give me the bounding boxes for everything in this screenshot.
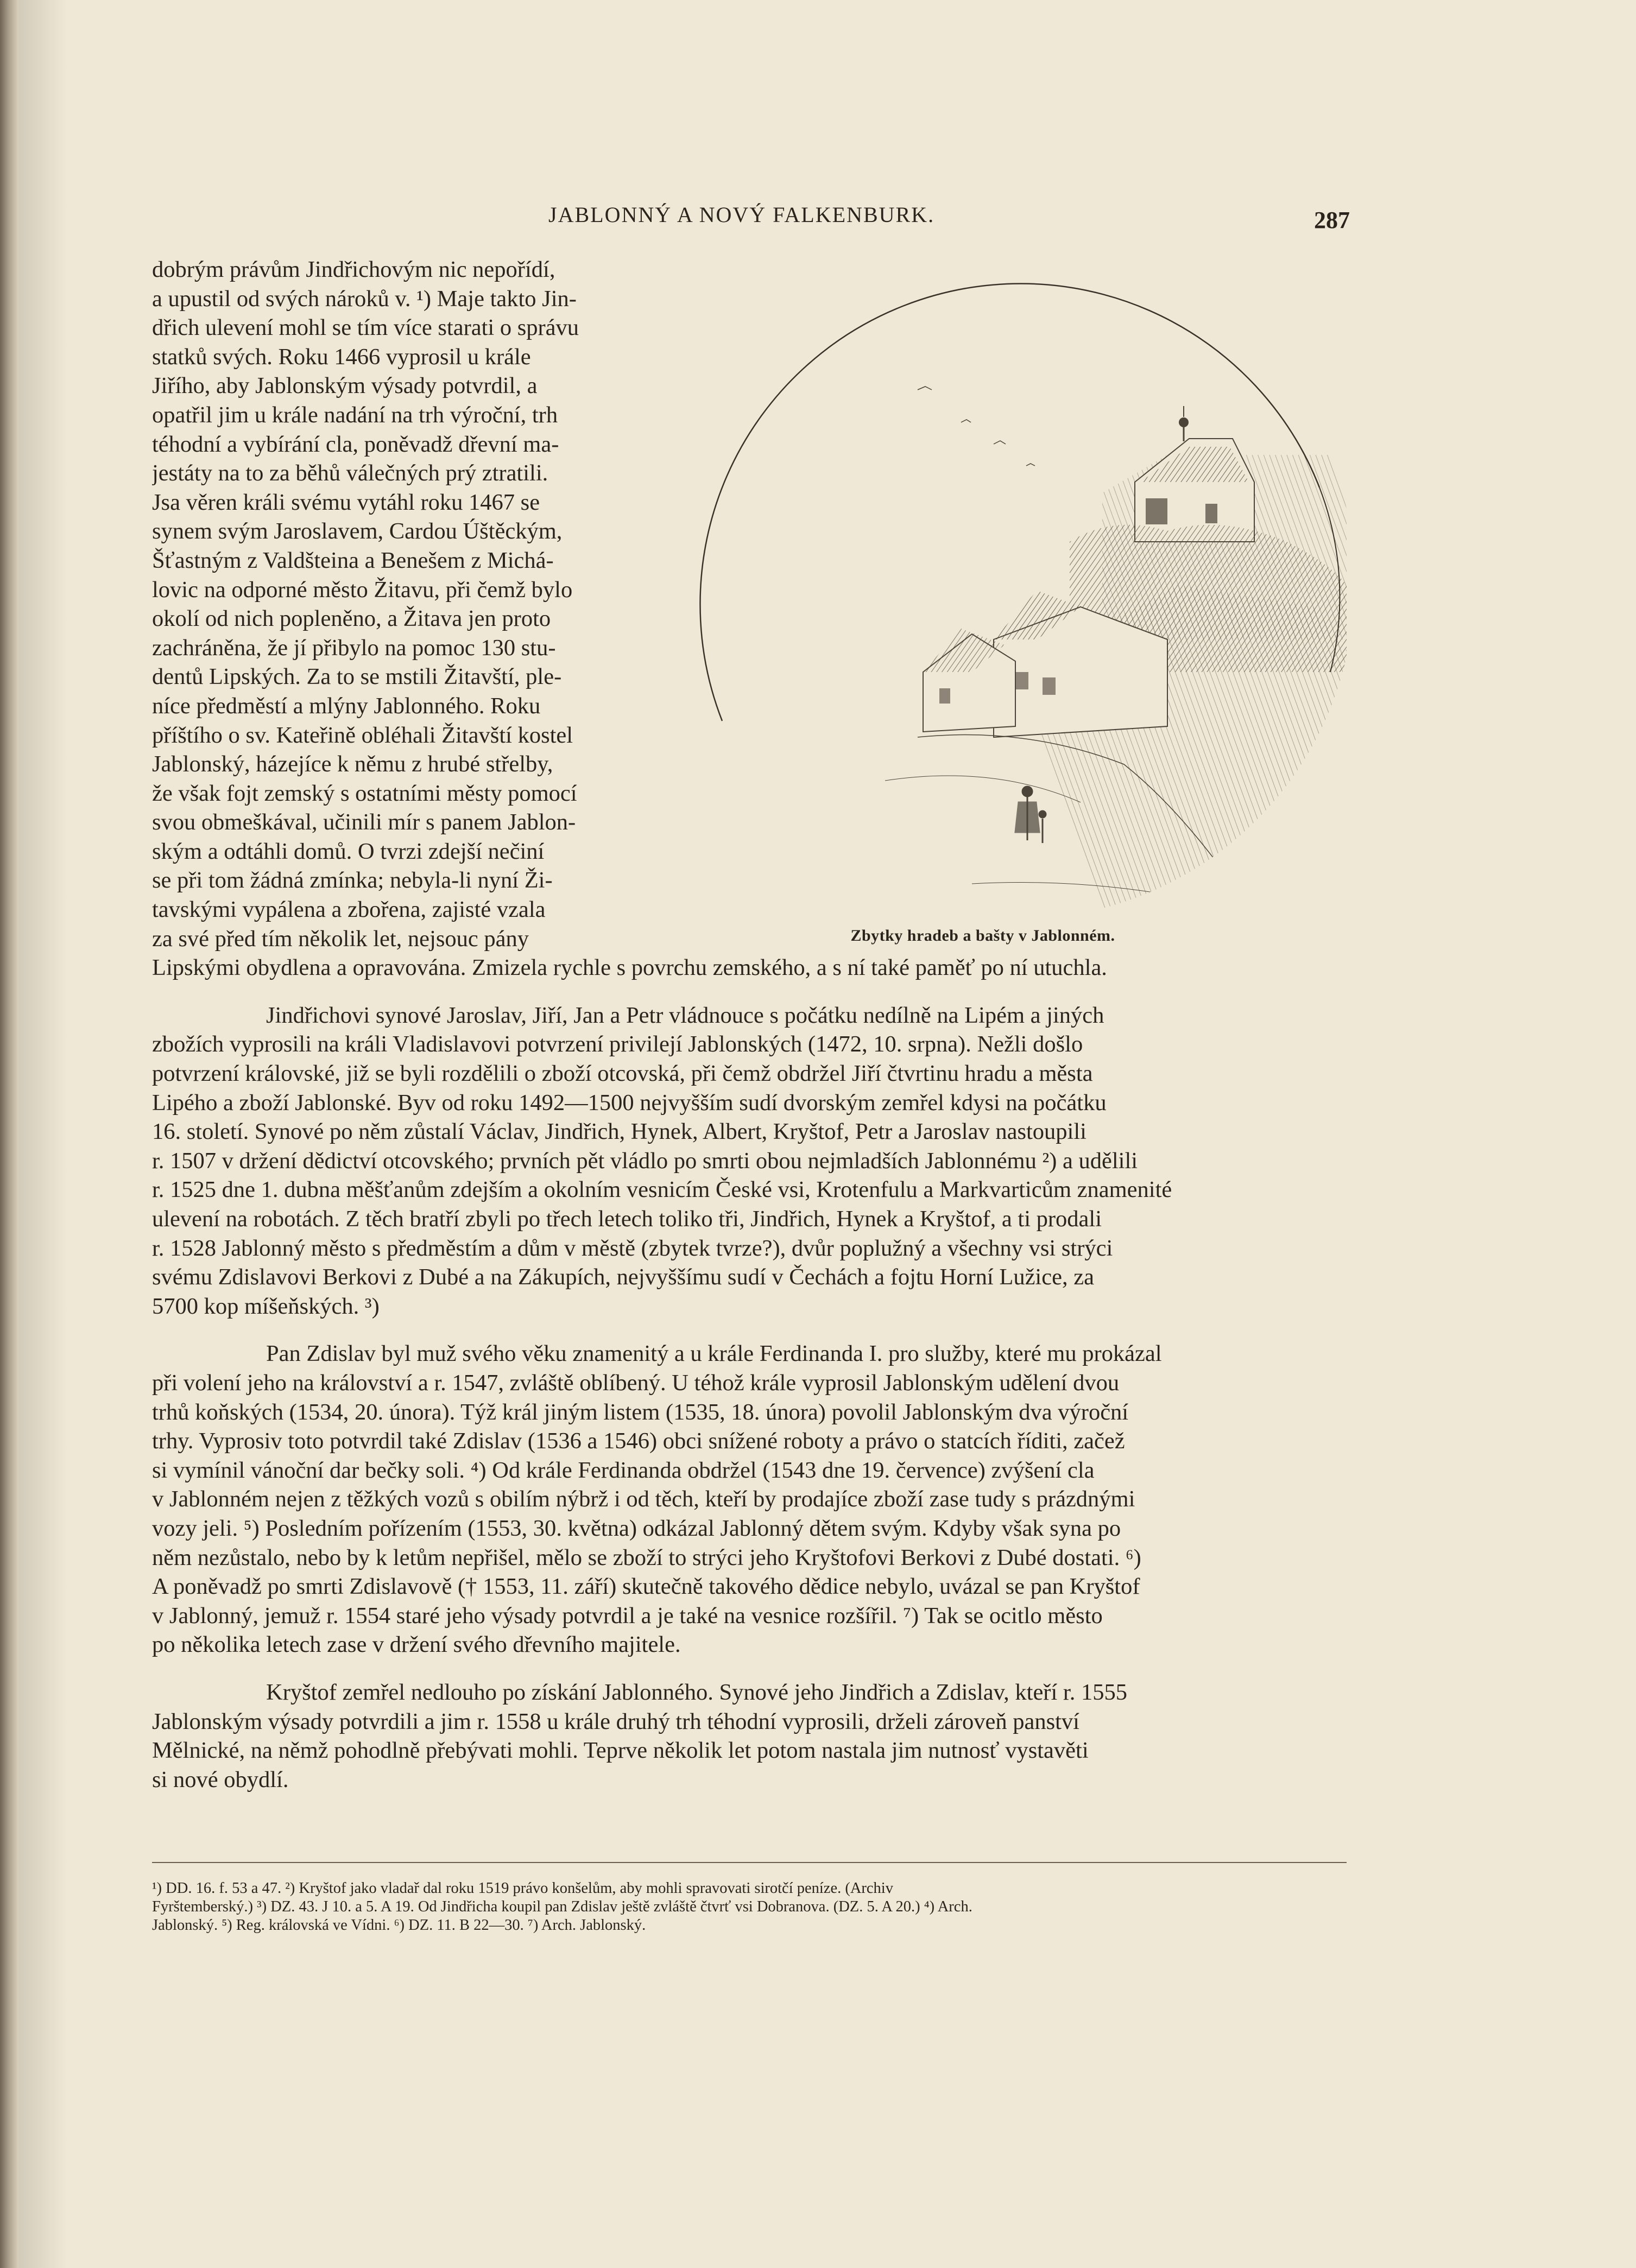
- text-line: r. 1507 v držení dědictví otcovského; prvních pět vládlo po smrti obou nejmladších Jablonnému ²) a udělili: [152, 1148, 1138, 1174]
- text-line: A poněvadž po smrti Zdislavově († 1553, 11. září) skutečně takového dědice nebylo, uvázal se pan Kryštof: [152, 1574, 1140, 1600]
- text-line: tavskými vypálena a zbořena, zajisté vzala: [152, 897, 546, 923]
- text-line: trhů koňských (1534, 20. února). Týž král jiným listem (1535, 18. února) povolil Jablonským dva výroční: [152, 1399, 1129, 1425]
- text-line: 16. století. Synové po něm zůstalí Václav, Jindřich, Hynek, Albert, Kryštof, Petr a Jaroslav nastoupili: [152, 1119, 1087, 1145]
- text-line: svou obmeškával, učinili mír s panem Jablon-: [152, 809, 576, 835]
- text-line: se při tom žádná zmínka; nebyla-li nyní Ži-: [152, 867, 553, 894]
- text-line: trhy. Vyprosiv toto potvrdil také Zdislav (1536 a 1546) obci snížené roboty a právo o statcích říditi, začež: [152, 1428, 1125, 1454]
- text-line: dentů Lipských. Za to se mstili Žitavští, ple-: [152, 664, 562, 690]
- text-line: níce předměstí a mlýny Jablonného. Roku: [152, 693, 541, 719]
- text-line: vozy jeli. ⁵) Posledním pořízením (1553, 30. května) odkázal Jablonný dětem svým. Kdyby však syna po: [152, 1515, 1121, 1541]
- text-line: Jindřichovi synové Jaroslav, Jiří, Jan a Petr vládnouce s počátku nedílně na Lipém a jiných: [266, 1002, 1104, 1028]
- paragraph-4: [152, 1678, 1347, 1794]
- text-line: Lipého a zboží Jablonské. Byv od roku 1492—1500 nejvyšším sudí dvorským zemřel kdysi na počátku: [152, 1089, 1107, 1116]
- text-line: dobrým právům Jindřichovým nic nepořídí,: [152, 257, 555, 282]
- text-line: po několika letech zase v držení svého dřevního majitele.: [152, 1632, 681, 1658]
- text-line: něm nezůstalo, nebo by k letům nepřišel, mělo se zboží to strýci jeho Kryštofovi Berkovi z Dubé dostati. ⁶): [152, 1544, 1141, 1570]
- text-line: Pan Zdislav byl muž svého věku znamenitý a u krále Ferdinanda I. pro služby, které mu prokázal: [266, 1341, 1162, 1367]
- text-line: zachráněna, že jí přibylo na pomoc 130 stu-: [152, 635, 556, 661]
- text-line: že však fojt zemský s ostatními městy pomocí: [152, 780, 577, 806]
- text-line: Kryštof zemřel nedlouho po získání Jablonného. Synové jeho Jindřich a Zdislav, kteří r. 1555: [266, 1679, 1127, 1705]
- text-line: svému Zdislavovi Berkovi z Dubé a na Zákupích, nejvyššímu sudí v Čechách a fojtu Horní Lužice, za: [152, 1264, 1094, 1290]
- text-line: téhodní a vybírání cla, poněvadž dřevní ma-: [152, 431, 559, 457]
- wrapped-lines: [152, 255, 662, 953]
- text-line: Jablonský, házejíce k němu z hrubé střelby,: [152, 751, 553, 777]
- book-spine-shadow: [0, 0, 18, 2268]
- text-line: jestáty na to za běhů válečných prý ztratili.: [152, 460, 548, 486]
- page-number: 287: [1314, 207, 1350, 233]
- body-text: [152, 255, 1347, 1794]
- text-line: synem svým Jaroslavem, Cardou Úštěckým,: [152, 518, 563, 544]
- text-line: lovic na odporné město Žitavu, při čemž bylo: [152, 576, 573, 603]
- text-line: statků svých. Roku 1466 vyprosil u krále: [152, 344, 531, 370]
- text-line: Jsa věren králi svému vytáhl roku 1467 se: [152, 489, 540, 515]
- text-line: si vymínil vánoční dar bečky soli. ⁴) Od krále Ferdinanda obdržel (1543 dne 19. července) zvýšení cla: [152, 1457, 1095, 1483]
- footnotes: [152, 1862, 1347, 1935]
- paragraph-3: [152, 1339, 1347, 1659]
- text-line: v Jablonném nejen z těžkých vozů s obilím nýbrž i od těch, kteří by prodajíce zboží zase tudy s prázdnými: [152, 1486, 1135, 1512]
- text-line: ským a odtáhli domů. O tvrzi zdejší nečiní: [152, 838, 545, 864]
- text-line: Jiřího, aby Jablonským výsady potvrdil, a: [152, 373, 538, 399]
- footnote-line: Jablonský. ⁵) Reg. královská ve Vídni. ⁶) DZ. 11. B 22—30. ⁷) Arch. Jablonský.: [152, 1917, 646, 1934]
- text-line: r. 1528 Jablonný město s předměstím a dům v městě (zbytek tvrze?), dvůr poplužný a všechny vsi strýci: [152, 1235, 1113, 1261]
- page-header: [152, 202, 1350, 240]
- text-line: Jablonským výsady potvrdili a jim r. 1558 u krále druhý trh téhodní vyprosili, drželi zároveň panství: [152, 1708, 1079, 1734]
- text-line: při volení jeho na království a r. 1547, zvláště oblíbený. U téhož krále vyprosil Jablonským udělení dvou: [152, 1370, 1120, 1396]
- text-line: opatřil jim u krále nadání na trh výroční, trh: [152, 402, 558, 428]
- figure-caption: Zbytky hradeb a bašty v Jablonném.: [850, 927, 1115, 945]
- text-line: příštího o sv. Kateřině obléhali Žitavští kostel: [152, 722, 573, 748]
- text-line: r. 1525 dne 1. dubna měšťanům zdejším a okolním vesnicím České vsi, Krotenfulu a Markvarticům znamenité: [152, 1177, 1172, 1203]
- text-line: a upustil od svých nároků v. ¹) Maje takto Jin-: [152, 286, 577, 312]
- text-line: 5700 kop míšeňských. ³): [152, 1293, 380, 1319]
- paragraph-1: [152, 255, 1347, 983]
- text-line: Mělnické, na němž pohodlně přebývati mohli. Teprve několik let potom nastala jim nutnosť vystavěti: [152, 1738, 1089, 1764]
- text-line: zbožích vyprosili na králi Vladislavovi potvrzení privilejí Jablonských (1472, 10. srpna). Nežli došlo: [152, 1031, 1083, 1057]
- text-line: za své před tím několik let, nejsouc pány: [152, 926, 529, 952]
- text-line: Lipskými obydlena a opravována. Zmizela rychle s povrchu zemského, a s ní také paměť po ní utuchla.: [152, 955, 1107, 981]
- paragraph-2: [152, 1001, 1347, 1321]
- text-line: ulevení na robotách. Z těch bratří zbyli po třech letech toliko tři, Jindřich, Hynek a Kryštof, a ti prodali: [152, 1206, 1102, 1232]
- footnote-line: ¹) DD. 16. f. 53 a 47. ²) Kryštof jako vladař dal roku 1519 právo konšelům, aby mohli spravovati sirotčí peníze. (Archiv: [152, 1880, 893, 1897]
- text-line: v Jablonný, jemuž r. 1554 staré jeho výsady potvrdil a je také na vesnice rozšířil. ⁷) Tak se ocitlo město: [152, 1602, 1103, 1629]
- text-line: potvrzení královské, již se byli rozdělili o zboží otcovská, při čemž obdržel Jiří čtvrtinu hradu a města: [152, 1061, 1093, 1087]
- running-title: JABLONNÝ A NOVÝ FALKENBURK.: [548, 202, 935, 227]
- text-line: Šťastným z Valdšteina a Benešem z Michá-: [152, 547, 554, 573]
- text-line: dřich ulevení mohl se tím více starati o správu: [152, 315, 579, 341]
- text-line: okolí od nich popleněno, a Žitava jen proto: [152, 606, 551, 632]
- text-line: si nové obydlí.: [152, 1766, 289, 1792]
- gutter-shadow: [18, 0, 67, 2268]
- footnote-line: Fyrštemberský.) ³) DZ. 43. J 10. a 5. A 19. Od Jindřicha koupil pan Zdislav ještě zvláště čtvrť vsi Dobranova. (DZ. 5. A 20.) ⁴) Arch.: [152, 1898, 972, 1915]
